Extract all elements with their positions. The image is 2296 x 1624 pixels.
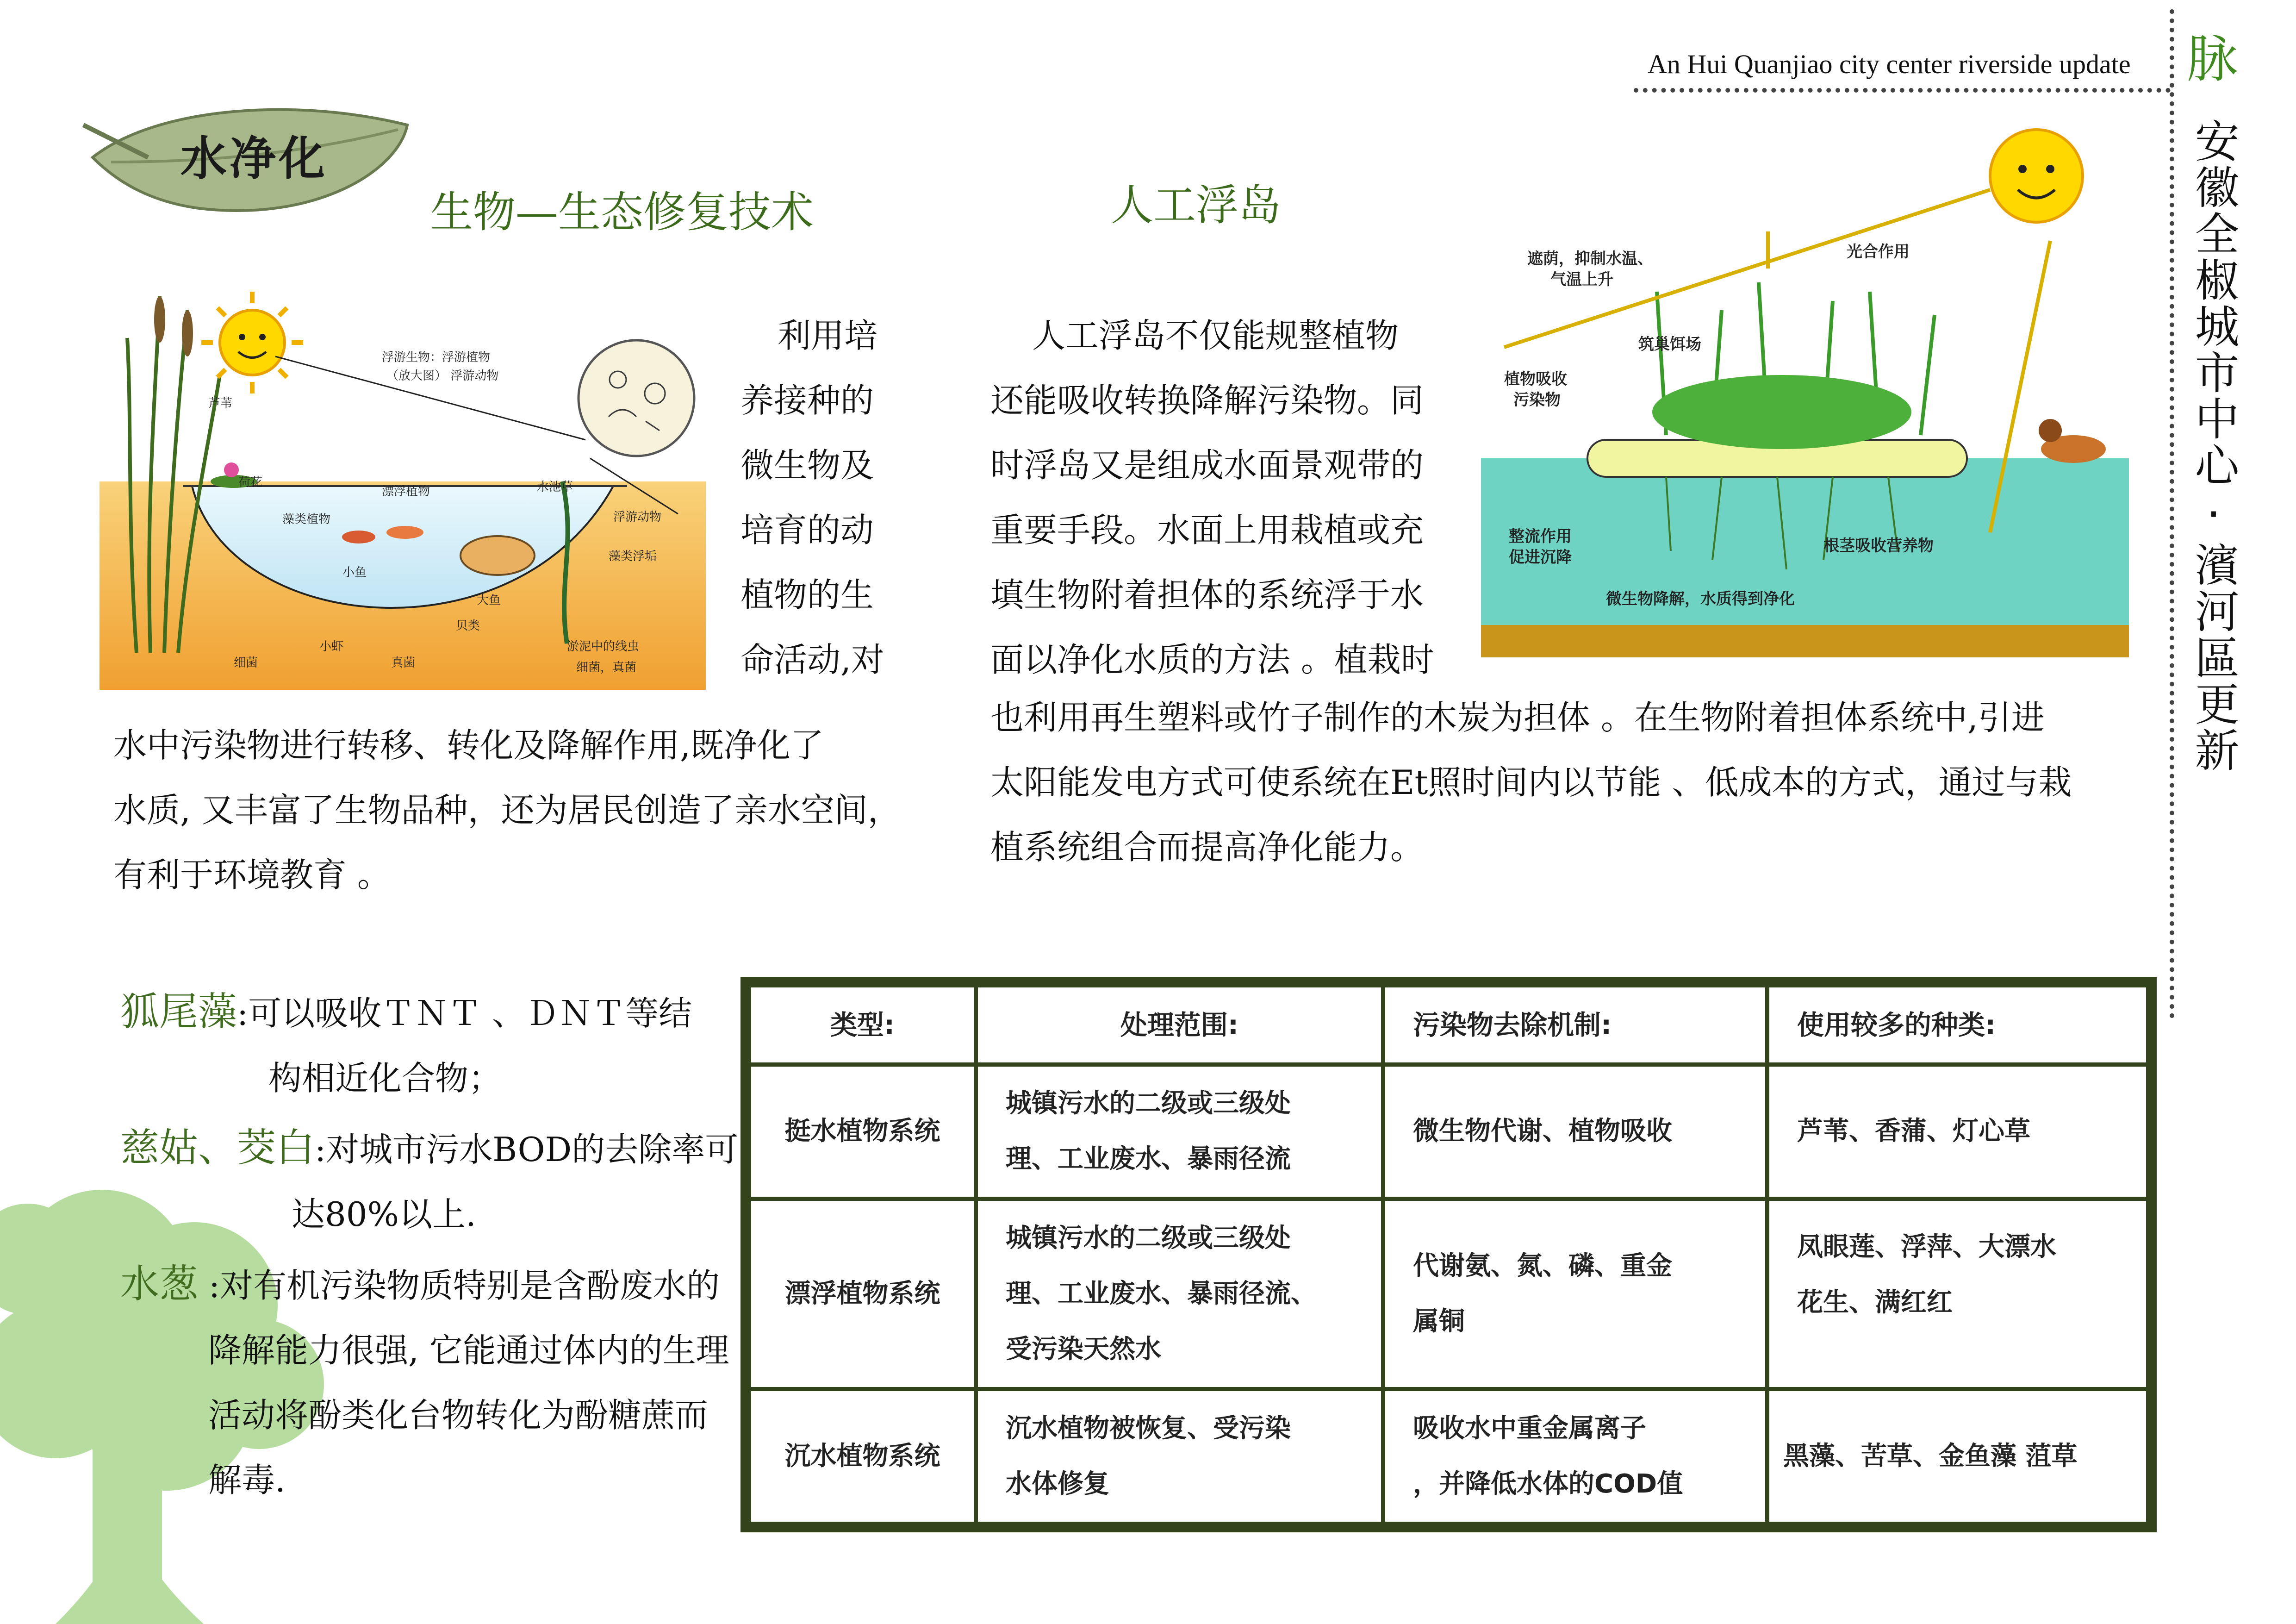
sidebar-dotted-rule <box>2170 9 2174 1018</box>
text-line: 养接种的 <box>740 381 874 420</box>
text-line: 也利用再生塑料或竹子制作的木炭为担体 。在生物附着担体系统中,引进 <box>990 698 2045 737</box>
table-row <box>749 1064 2148 1199</box>
label-lotus: 荷花 <box>238 475 263 489</box>
plant-desc-cont: 解毒. <box>208 1461 286 1499</box>
plant-item <box>120 979 738 1111</box>
table-row <box>749 1199 2148 1389</box>
label-shrimp: 小虾 <box>319 640 344 654</box>
plant-name: 狐尾藻 <box>120 989 237 1034</box>
label-nesting: 筑巢饵场 <box>1638 335 1701 354</box>
header-subtitle: An Hui Quanjiao city center riverside update <box>1648 49 2131 79</box>
table-cell-mechanism <box>1383 1389 1767 1524</box>
header-dotted-rule <box>1634 88 2171 93</box>
table-header: 类型: <box>749 986 976 1065</box>
label-shade-2: 气温上升 <box>1550 270 1613 289</box>
table-header: 处理范围: <box>976 986 1383 1065</box>
table-cell-mechanism <box>1383 1064 1767 1199</box>
label-plankton-sub: （放大图） 浮游动物 <box>386 369 499 383</box>
text-line: 太阳能发电方式可使系统在Et照时间内以节能 、低成本的方式，通过与栽 <box>990 763 2072 802</box>
text-line: 微生物及 <box>740 446 874 485</box>
label-absorb-1: 植物吸收 <box>1504 370 1567 388</box>
table-cell-species <box>1767 1064 2148 1199</box>
table-cell-range <box>976 1064 1383 1199</box>
plant-sep: : <box>198 1266 220 1305</box>
cell-line: 受污染天然水 <box>1006 1334 1161 1364</box>
left-full-text <box>113 713 901 907</box>
plant-desc-cont: 降解能力很强, 它能通过体内的生理 <box>208 1331 729 1370</box>
plant-desc-cont: 活动将酚类化台物转化为酚糖蔗而 <box>208 1396 709 1435</box>
text-line: 时浮岛又是组成水面景观带的 <box>990 446 1424 485</box>
table-cell-mechanism <box>1383 1199 1767 1389</box>
table-cell-species <box>1767 1389 2148 1524</box>
cell-line: 吸收水中重金属离子 <box>1413 1413 1646 1443</box>
cell-line: 水体修复 <box>1006 1468 1109 1499</box>
text-line: 面以净化水质的方法 。植栽时 <box>990 640 1434 679</box>
pond-ecosystem-diagram <box>100 282 706 690</box>
plant-item <box>120 1251 738 1512</box>
cell-line: 沉水植物被恢复、受污染 <box>1006 1413 1291 1443</box>
text-line: 水中污染物进行转移、转化及降解作用,既净化了 <box>113 726 824 765</box>
label-absorb-2: 污染物 <box>1513 391 1561 409</box>
table-header-row <box>749 986 2148 1065</box>
plant-name: 慈姑、茭白 <box>120 1125 315 1170</box>
label-settle-1: 整流作用 <box>1509 527 1572 546</box>
label-settle-2: 促进沉降 <box>1509 548 1572 567</box>
table-cell-range <box>976 1199 1383 1389</box>
plant-name: 水葱 <box>120 1261 199 1306</box>
label-bacteria: 细菌 <box>234 656 258 670</box>
table-cell-species <box>1767 1199 2148 1389</box>
label-fungi: 真菌 <box>391 656 416 670</box>
label-algae-plant: 藻类植物 <box>282 512 331 526</box>
plant-sep: : <box>237 994 249 1033</box>
plant-desc: 对城市污水BOD的去除率可 <box>326 1130 739 1169</box>
table-row <box>749 1389 2148 1524</box>
table-cell-type: 挺水植物系统 <box>749 1064 976 1199</box>
label-worms: 淤泥中的线虫 <box>567 640 640 654</box>
label-photosynthesis: 光合作用 <box>1847 243 1910 261</box>
text-line: 还能吸收转换降解污染物。同 <box>990 381 1424 420</box>
label-big-fish: 大鱼 <box>477 593 501 607</box>
cell-line: 城镇污水的二级或三级处 <box>1006 1088 1291 1119</box>
left-column-text <box>740 303 884 692</box>
cell-line: 理、工业废水、暴雨径流 <box>1006 1144 1291 1174</box>
label-plankton: 浮游生物：浮游植物 <box>382 350 491 364</box>
plant-desc: 可以吸收ＴＮＴ 、ＤＮＴ等结 <box>248 994 692 1033</box>
text-line: 植物的生 <box>740 575 874 614</box>
cell-line: 凤眼莲、浮萍、大漂水 <box>1797 1231 2056 1262</box>
cell-line: ，并降低水体的COD值 <box>1413 1468 1683 1499</box>
label-reed: 芦苇 <box>208 397 233 411</box>
right-full-text <box>990 685 2072 880</box>
right-column-text <box>990 303 1434 692</box>
text-line: 人工浮岛不仅能规整植物 <box>1032 316 1399 355</box>
text-line: 命活动,对 <box>740 640 884 679</box>
table-header: 使用较多的种类: <box>1767 986 2148 1065</box>
cell-line: 城镇污水的二级或三级处 <box>1006 1223 1291 1253</box>
label-shade: 遮荫，抑制水温、 <box>1527 250 1653 268</box>
text-line: 有利于环境教育 。 <box>113 856 391 894</box>
label-micro: 微生物降解，水质得到净化 <box>1606 590 1795 608</box>
plants-list <box>120 979 738 1512</box>
label-small-fish: 小鱼 <box>342 566 367 580</box>
text-line: 填生物附着担体的系统浮于水 <box>990 575 1424 614</box>
floating-island-diagram <box>1481 116 2129 657</box>
text-line: 植系统组合而提高净化能力。 <box>990 828 1424 867</box>
table-cell-type: 沉水植物系统 <box>749 1389 976 1524</box>
badge-char: 脉 <box>2187 30 2238 89</box>
table-cell-range <box>976 1389 1383 1524</box>
text-line: 培育的动 <box>740 511 874 550</box>
right-heading: 人工浮岛 <box>1111 181 1282 230</box>
plant-desc-cont: 达80%以上. <box>292 1195 476 1234</box>
plant-system-table <box>740 977 2157 1532</box>
label-roots: 根茎吸收营养物 <box>1823 537 1934 555</box>
cell-line: 理、工业废水、暴雨径流、 <box>1006 1278 1317 1309</box>
text-line: 利用培 <box>778 316 878 355</box>
cell-line: 微生物代谢、植物吸收 <box>1413 1116 1672 1147</box>
plant-item <box>120 1115 738 1247</box>
label-water-grass: 水池草 <box>537 480 573 494</box>
cell-line: 花生、满红红 <box>1797 1287 1953 1318</box>
text-line: 重要手段。水面上用栽植或充 <box>990 511 1424 550</box>
cell-line: 黑藻、苦草、金鱼藻 菹草 <box>1783 1441 2078 1471</box>
vertical-title: 安徽全椒城市中心·濱河區更新 <box>2188 118 2240 774</box>
text-line: 水质, 又丰富了生物品种，还为居民创造了亲水空间， <box>113 791 901 830</box>
label-shellfish: 贝类 <box>456 619 480 633</box>
cell-line: 属铜 <box>1413 1306 1465 1337</box>
label-floating-animal: 浮游动物 <box>613 510 662 524</box>
left-heading: 生物—生态修复技术 <box>430 187 814 237</box>
label-algae-float: 藻类浮垢 <box>609 550 657 563</box>
leaf-label: 水净化 <box>180 131 328 186</box>
label-bacteria-fungi: 细菌，真菌 <box>576 661 637 675</box>
cell-line: 代谢氨、氮、磷、重金 <box>1413 1250 1672 1281</box>
plant-sep: : <box>315 1130 326 1169</box>
cell-line: 芦苇、香蒲、灯心草 <box>1797 1116 2030 1147</box>
plant-desc-cont: 构相近化合物； <box>268 1059 502 1098</box>
plant-desc: 对有机污染物质特别是含酚废水的 <box>220 1266 720 1305</box>
table-header: 污染物去除机制: <box>1383 986 1767 1065</box>
label-floating-plant: 漂浮植物 <box>382 485 430 499</box>
table-cell-type: 漂浮植物系统 <box>749 1199 976 1389</box>
